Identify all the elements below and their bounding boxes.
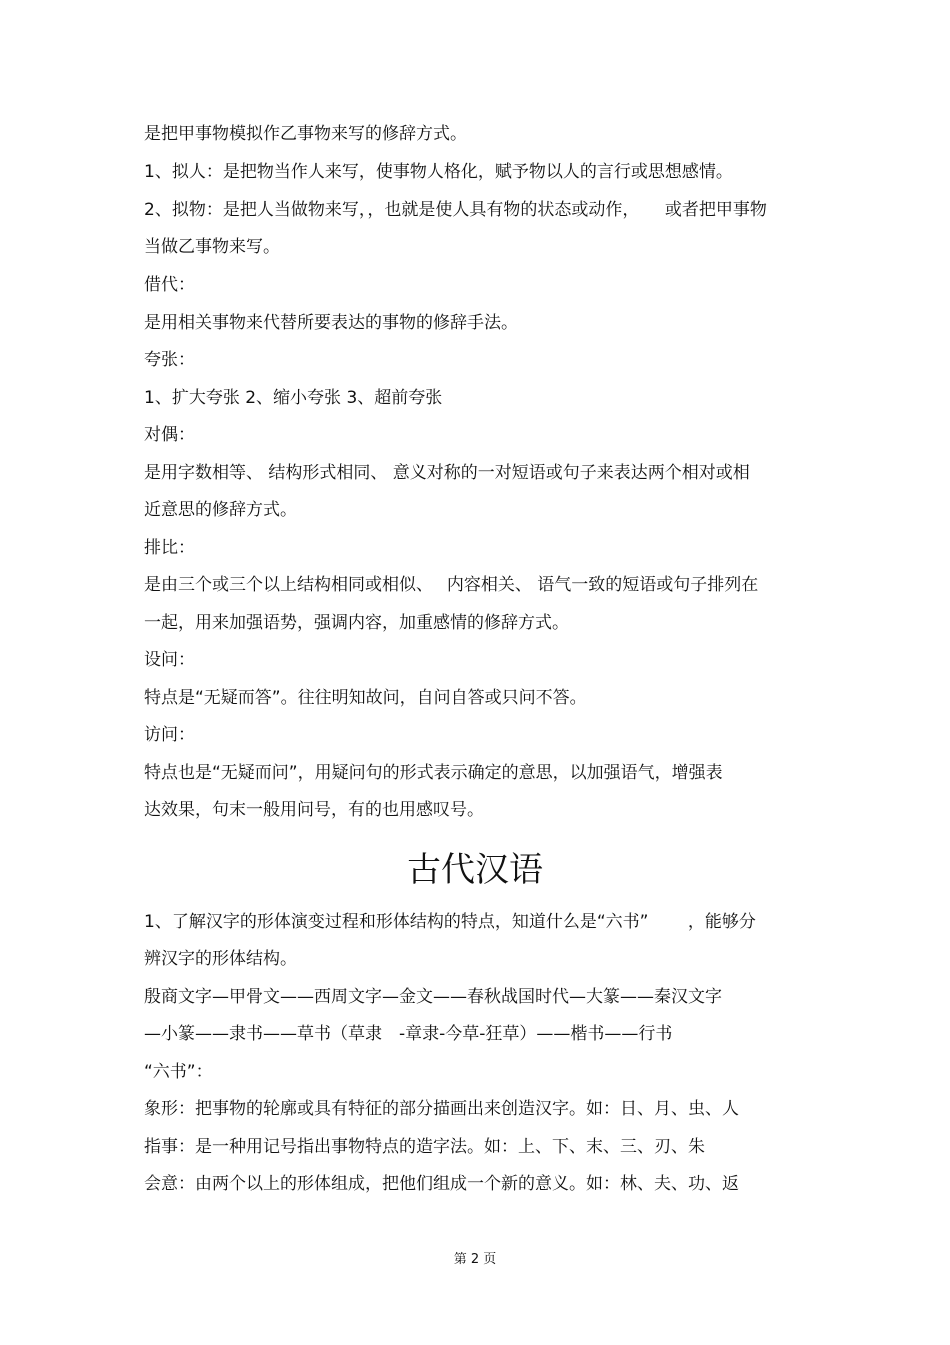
text-line: 1、拟人：是把物当作人来写，使事物人格化，赋予物以人的言行或思想感情。 [144, 162, 733, 182]
heading-paibi: 排比： [144, 538, 195, 558]
section-title: 古代汉语 [407, 850, 543, 890]
heading-kuazhang: 夸张： [144, 350, 195, 370]
heading-liushu: “六书”： [144, 1062, 213, 1082]
heading-jiedai: 借代： [144, 275, 195, 295]
text-line: 达效果，句末一般用问号，有的也用感叹号。 [144, 800, 484, 820]
text-line: 是用相关事物来代替所要表达的事物的修辞手法。 [144, 313, 518, 333]
text-line: 象形：把事物的轮廓或具有特征的部分描画出来创造汉字。如：日、月、虫、人 [144, 1099, 739, 1119]
page-number: 第 2 页 [453, 1252, 497, 1267]
text-line: 辨汉字的形体结构。 [144, 949, 297, 969]
text-line: 特点是“无疑而答”。往往明知故问，自问自答或只问不答。 [144, 688, 587, 708]
text-line: 会意：由两个以上的形体组成，把他们组成一个新的意义。如：林、夫、功、返 [144, 1174, 739, 1194]
text-line: 2、拟物：是把人当做物来写，，也就是使人具有物的状态或动作， 或者把甲事物 [144, 200, 767, 220]
text-line: 1、了解汉字的形体演变过程和形体结构的特点，知道什么是“六书” ，能够分 [144, 912, 756, 932]
text-line: 1、扩大夸张 2、缩小夸张 3、超前夸张 [144, 388, 443, 408]
heading-fangwen: 访问： [144, 725, 195, 745]
text-line: 是把甲事物模拟作乙事物来写的修辞方式。 [144, 124, 467, 144]
heading-duiou: 对偶： [144, 425, 195, 445]
text-line: 殷商文字—甲骨文——西周文字—金文——春秋战国时代—大篆——秦汉文字 [144, 987, 722, 1007]
text-line: 指事：是一种用记号指出事物特点的造字法。如：上、下、末、三、刃、朱 [144, 1137, 705, 1157]
text-line: 是由三个或三个以上结构相同或相似、 内容相关、 语气一致的短语或句子排列在 [144, 575, 759, 595]
text-line: —小篆——隶书——草书（草隶 -章隶-今草-狂草）——楷书——行书 [144, 1024, 673, 1044]
text-line: 特点也是“无疑而问”，用疑问句的形式表示确定的意思，以加强语气，增强表 [144, 763, 723, 783]
text-line: 是用字数相等、 结构形式相同、 意义对称的一对短语或句子来表达两个相对或相 [144, 463, 750, 483]
text-line: 当做乙事物来写。 [144, 237, 280, 257]
text-line: 一起，用来加强语势，强调内容，加重感情的修辞方式。 [144, 613, 569, 633]
text-line: 近意思的修辞方式。 [144, 500, 297, 520]
heading-shewen: 设问： [144, 650, 195, 670]
